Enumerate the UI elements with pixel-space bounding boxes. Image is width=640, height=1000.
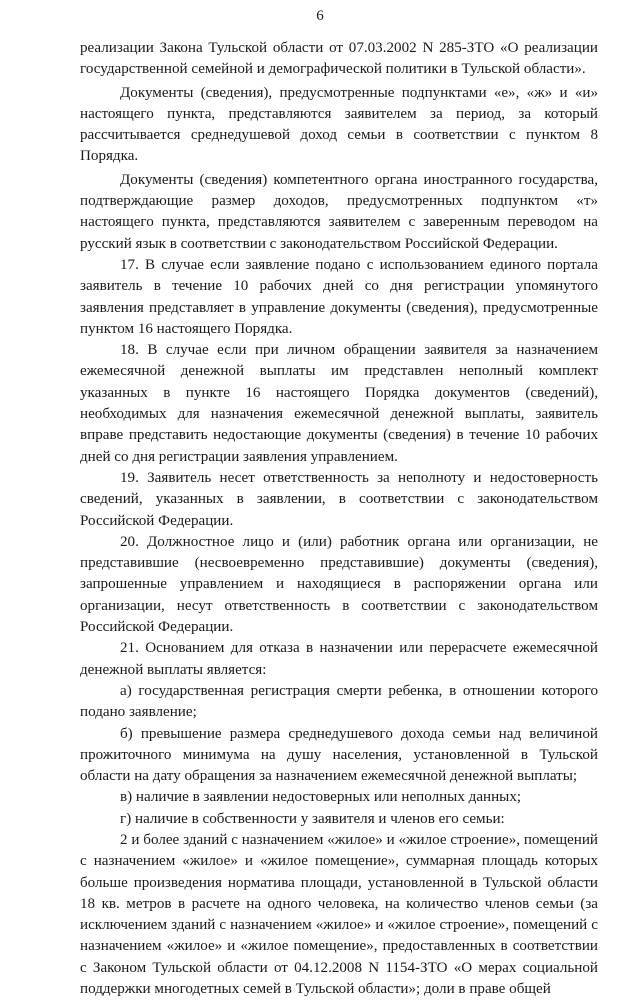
paragraph: Документы (сведения), предусмотренные подпунктами «е», «ж» и «и» настоящего пункта, представляются заявителем за период, за который рассчитывается среднедушевой доход семьи в соответствии с пунктом 8 Порядка. [80,84,598,165]
page-number: 6 [316,8,324,24]
paragraph: 17. В случае если заявление подано с использованием единого портала заявитель в течение 10 рабочих дней со дня регистрации упомянутого заявления представляет в управление документы (сведения), предусмотренные пунктом 16 настоящего Порядка. [80,256,598,337]
paragraph: 19. Заявитель несет ответственность за неполноту и недостоверность сведений, указанных в заявлении, в соответствии с законодательством Российской Федерации. [80,469,598,529]
document-body [80,38,598,1000]
paragraph: реализации Закона Тульской области от 07.03.2002 N 285-ЗТО «О реализации государственной семейной и демографической политики в Тульской области». [80,40,598,78]
paragraph: 2 и более зданий с назначением «жилое» и «жилое строение», помещений с назначением «жилое» и «жилое помещение», суммарная площадь которых больше произведения норматива площади, установленной в Тульской области 18 кв. метров в расчете на одного человека, на количество членов семьи (за исключением зданий с назначением «жилое» и «жилое строение», помещений с назначением «жилое» и «жилое помещение», предоставленных в соответствии с Законом Тульской области от 04.12.2008 N 1154-ЗТО «О мерах социальной поддержки многодетных семей в Тульской области»; доли в праве общей [80,831,598,998]
paragraph: а) государственная регистрация смерти ребенка, в отношении которого подано заявление; [80,682,598,721]
paragraph: в) наличие в заявлении недостоверных или неполных данных; [120,789,522,806]
paragraph: 21. Основанием для отказа в назначении или перерасчете ежемесячной денежной выплаты является: [80,640,598,678]
paragraph: Документы (сведения) компетентного органа иностранного государства, подтверждающие размер доходов, предусмотренных подпунктом «т» настоящего пункта, представляются заявителем с заверенным переводом на русский язык в соответствии с законодательством Российской Федерации. [80,171,598,252]
paragraph: 20. Должностное лицо и (или) работник органа или организации, не представившие (несвоевременно представившие) документы (сведения), запрошенные управлением и находящиеся в распоряжении органа или организации, несут ответственность в соответствии с законодательством Российской Федерации. [80,533,598,636]
paragraph: г) наличие в собственности у заявителя и членов его семьи: [120,810,505,827]
paragraph: б) превышение размера среднедушевого дохода семьи над величиной прожиточного минимума на душу населения, установленной в Тульской области на дату обращения за назначением ежемесячной денежной выплаты; [80,725,598,785]
paragraph: 18. В случае если при личном обращении заявителя за назначением ежемесячной денежной выплаты им представлен неполный комплект указанных в пункте 16 настоящего Порядка документов (сведений), необходимых для назначения ежемесячной денежной выплаты, заявитель вправе представить недостающие документы (сведения) в течение 10 рабочих дней со дня регистрации заявления управлением. [80,342,598,465]
